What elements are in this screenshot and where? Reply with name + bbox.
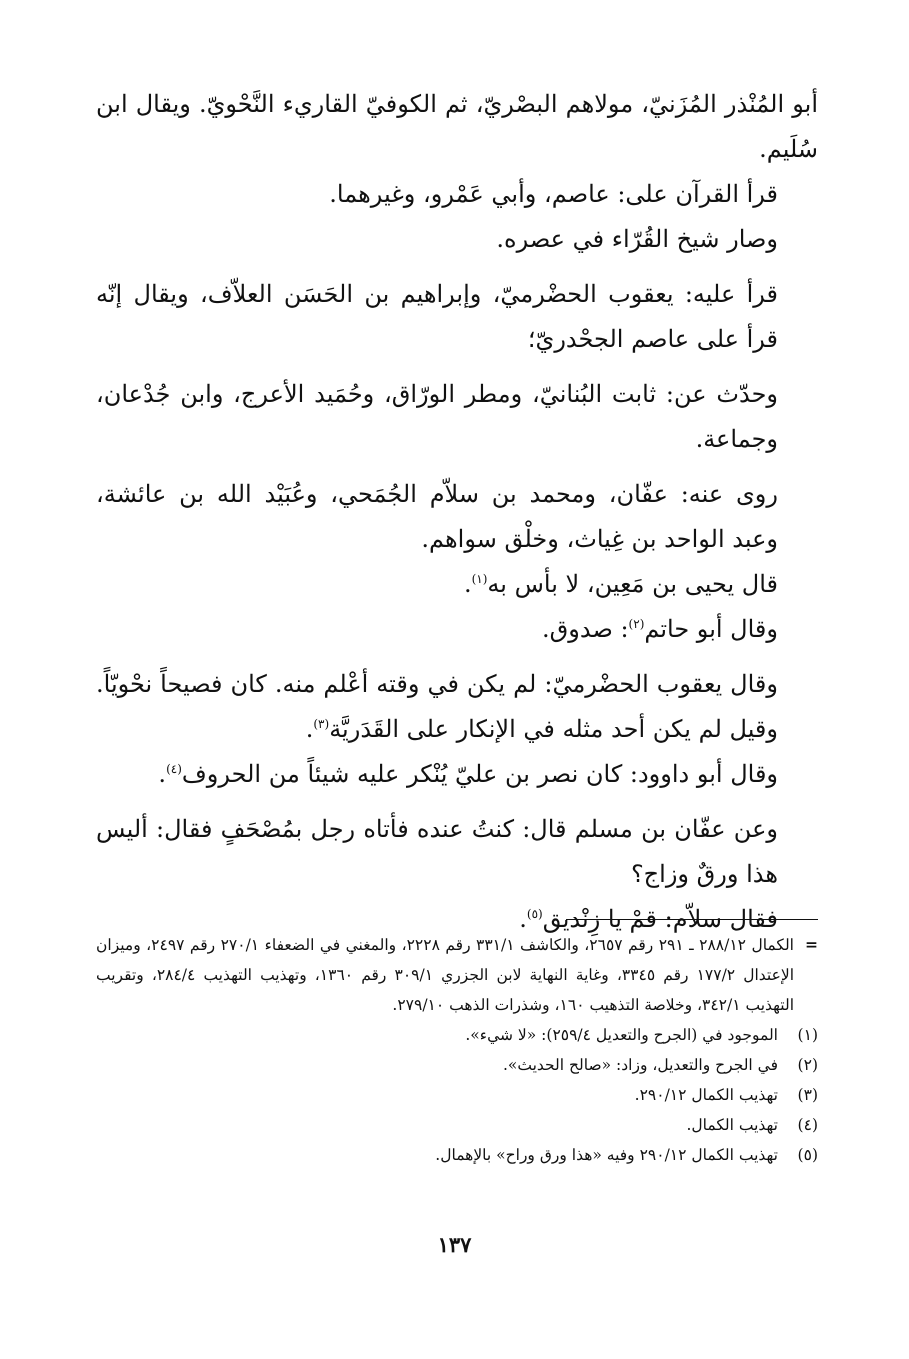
page-number: ١٣٧ (437, 1232, 472, 1257)
paragraph: فقال سلاّم: قمْ يا زِنْديق$^{(٥)}$. (519, 905, 778, 933)
paragraph: وصار شيخ القُرّاء في عصره. (496, 225, 778, 253)
main-text (96, 82, 818, 942)
footnote (96, 1110, 818, 1140)
footnote-divider (566, 919, 818, 920)
footnote (96, 1020, 818, 1050)
paragraph: وحدّث عن: ثابت البُنانيّ، ومطر الورّاق، وحُمَيد الأعرج، وابن جُدْعان، وجماعة. (96, 380, 778, 453)
footnote-number: (٣) (797, 1086, 818, 1104)
paragraph: قرأ القرآن على: عاصم، وأبي عَمْرو، وغيرهما. (329, 180, 778, 208)
paragraph: قال يحيى بن مَعِين، لا بأس به$^{(١)}$. (463, 570, 778, 598)
footnote-continuation (96, 930, 818, 1020)
paragraph: وقال أبو داوود: كان نصر بن عليّ يُنْكر عليه شيئاً من الحروف$^{(٤)}$. (158, 760, 778, 788)
paragraph: أبو المُنْذر المُزَنيّ، مولاهم البصْريّ، ثم الكوفيّ القاريء النَّحْويّ. ويقال ابن سُلَيم. (96, 90, 818, 163)
continuation-mark: = (805, 935, 818, 954)
footnote-text: في الجرح والتعديل، وزاد: «صالح الحديث». (502, 1056, 778, 1074)
footnote (96, 1080, 818, 1110)
footnote-ref: (٥) (526, 907, 543, 921)
footnote-number: (٤) (797, 1116, 818, 1134)
footnote-number: (٥) (797, 1146, 818, 1164)
footnote (96, 1140, 818, 1170)
paragraph: قرأ عليه: يعقوب الحضْرميّ، وإبراهيم بن الحَسَن العلاّف، ويقال إنّه قرأ على عاصم الجحْدريّ؛ (96, 280, 778, 353)
paragraph: وقال يعقوب الحضْرميّ: لم يكن في وقته أعْلم منه. كان فصيحاً نحْويّاً. وقيل لم يكن أحد مثله في الإنكار على القَدَريَّة$^{(٣)}$. (96, 670, 778, 743)
footnote (96, 1050, 818, 1080)
paragraph: روى عنه: عفّان، ومحمد بن سلاّم الجُمَحي، وعُبَيْد الله بن عائشة، وعبد الواحد بن غِياث، وخلْق سواهم. (96, 480, 778, 553)
footnote-text: تهذيب الكمال ٢٩٠/١٢. (634, 1086, 778, 1104)
footnote-ref: (١) (471, 572, 488, 586)
paragraph: وقال أبو حاتم$^{(٢)}$: صدوق. (542, 615, 778, 643)
footnote-text: تهذيب الكمال ٢٩٠/١٢ وفيه «هذا ورق وراح» بالإهمال. (435, 1146, 778, 1164)
footnote-text: الموجود في (الجرح والتعديل ٢٥٩/٤): «لا شيء». (465, 1026, 778, 1044)
footnote-text: تهذيب الكمال. (686, 1116, 778, 1134)
footnote-number: (١) (797, 1026, 818, 1044)
continuation-text: الكمال ٢٨٨/١٢ ـ ٢٩١ رقم ٢٦٥٧، والكاشف ٣٣١/١ رقم ٢٢٢٨، والمغني في الضعفاء ٢٧٠/١ رقم ٢٤٩٧، وميزان الإعتدال ١٧٧/٢ رقم ٣٣٤٥، وغاية النهاية لابن الجزري ٣٠٩/١ رقم ١٣٦٠، وتهذيب التهذيب ٢٨٤/٤، وتقريب التهذيب ٣٤٢/١، وخلاصة التذهيب ١٦٠، وشذرات الذهب ٢٧٩/١٠. (96, 936, 794, 1014)
footnote-number: (٢) (797, 1056, 818, 1074)
paragraph: وعن عفّان بن مسلم قال: كنتُ عنده فأتاه رجل بمُصْحَفٍ فقال: أليس هذا ورقٌ وزاج؟ (96, 815, 778, 888)
footnotes (96, 930, 818, 1170)
footnote-ref: (٢) (628, 617, 645, 631)
footnote-ref: (٤) (166, 762, 182, 776)
footnote-ref: (٣) (313, 717, 330, 731)
